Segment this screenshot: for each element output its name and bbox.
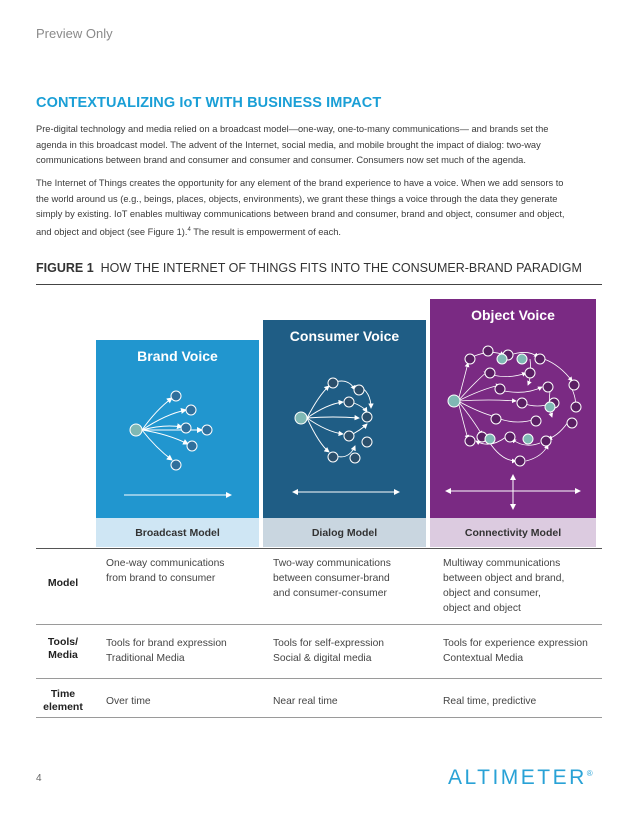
object-voice-panel [430, 299, 596, 518]
figure-rule [36, 284, 602, 285]
paragraph-1 [36, 122, 606, 169]
consumer-tools-cell: Tools for self-expression Social & digital media [273, 638, 385, 664]
brand-model-cell: One-way communications from brand to consumer [106, 558, 225, 584]
brand-voice-title: Brand Voice [137, 348, 218, 364]
connectivity-diagram [430, 299, 596, 518]
broadcast-diagram [96, 340, 259, 518]
page-number: 4 [36, 773, 42, 784]
paragraph-line: Pre-digital technology and media relied on a broadcast model—one-way, one-to-many communications— and brands set the [36, 124, 549, 134]
object-time-cell: Real time, predictive [443, 696, 537, 707]
table-divider [36, 624, 602, 625]
connectivity-model-label: Connectivity Model [430, 518, 596, 547]
altimeter-logo: ALTIMETER® [448, 766, 593, 789]
section-title: CONTEXTUALIZING IoT WITH BUSINESS IMPACT [36, 95, 382, 111]
brand-time-cell: Over time [106, 696, 151, 707]
paragraph-line: The Internet of Things creates the opportunity for any element of the brand experience to have a voice. When we add sensors to [36, 178, 564, 188]
paragraph-line: simply by existing. IoT enables multiway communications between brand and consumer, brand and object, consumer and object, [36, 209, 565, 220]
object-model-cell: Multiway communications between object and brand, object and consumer, object and object [443, 558, 565, 614]
preview-label: Preview Only [36, 26, 113, 41]
dialog-model-label: Dialog Model [263, 518, 426, 547]
object-voice-title: Object Voice [471, 307, 555, 323]
consumer-model-cell: Two-way communications between consumer-brand and consumer-consumer [273, 558, 391, 599]
figure-label: FIGURE 1 [36, 261, 94, 275]
table-rule [36, 548, 602, 549]
paragraph-2 [36, 176, 606, 240]
row-label-model: Model [47, 577, 79, 589]
row-label-tools-media: Tools/ Media [47, 636, 79, 661]
paragraph-line: the world around us (e.g., beings, places, objects, environments), we grant these things a voice through the data they generate [36, 193, 558, 204]
row-label-time-element: Time element [43, 688, 83, 713]
paragraph-line: and object and object (see Figure 1).$^4$ The result is empowerment of each. [36, 226, 341, 237]
brand-voice-panel [96, 340, 259, 518]
consumer-voice-title: Consumer Voice [289, 328, 400, 344]
paragraph-line: communications between brand and consumer and consumer and consumer. Consumers now set much of the agenda. [36, 155, 526, 166]
footnote-ref[interactable]: 4 [187, 226, 191, 233]
table-divider [36, 678, 602, 679]
figure-title [36, 261, 582, 275]
table-divider [36, 717, 602, 718]
consumer-time-cell: Near real time [273, 696, 338, 707]
paragraph-line: agenda in this broadcast model. The advent of the Internet, social media, and mobile brought the impact of dialog: two-way [36, 139, 541, 150]
brand-tools-cell: Tools for brand expression Traditional Media [106, 638, 227, 664]
dialog-diagram [263, 320, 426, 518]
broadcast-model-label: Broadcast Model [96, 518, 259, 547]
figure-caption: HOW THE INTERNET OF THINGS FITS INTO THE CONSUMER-BRAND PARADIGM [100, 261, 582, 275]
consumer-voice-panel [263, 320, 426, 518]
object-tools-cell: Tools for experience expression Contextual Media [443, 638, 588, 664]
